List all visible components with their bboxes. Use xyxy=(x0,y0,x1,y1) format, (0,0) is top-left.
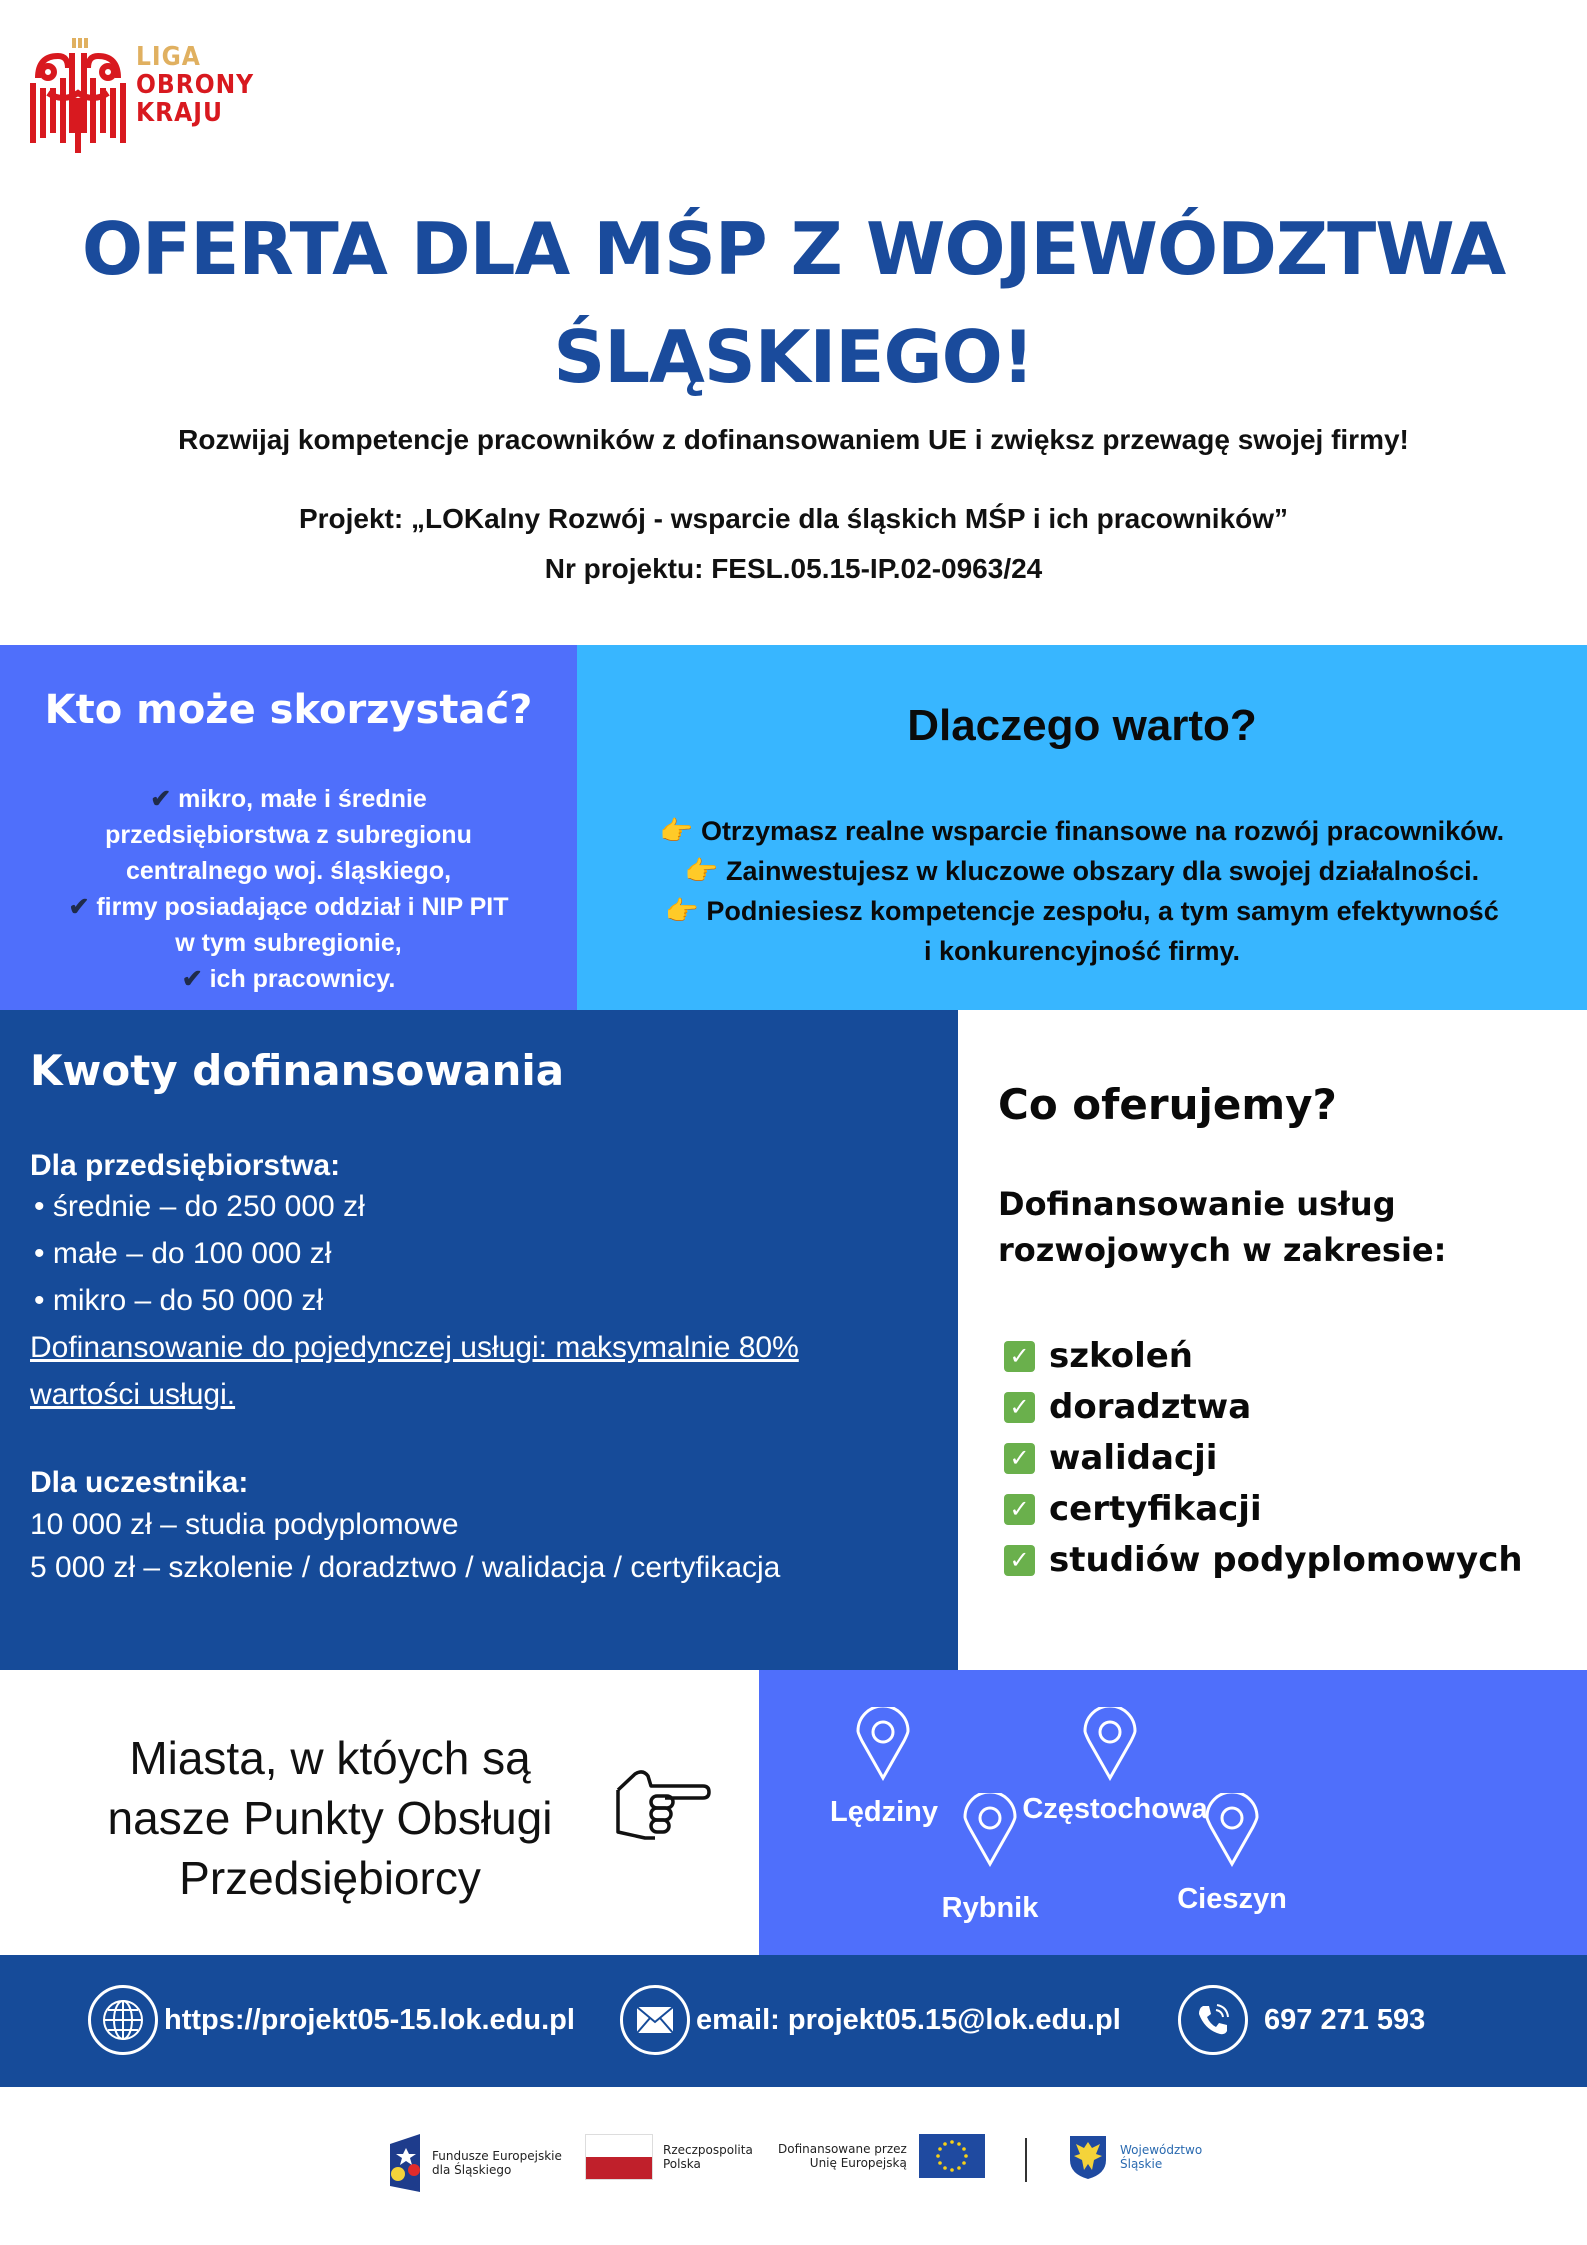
offer-title: Co oferujemy? xyxy=(998,1080,1337,1129)
who-line: w tym subregionie, xyxy=(175,929,402,957)
eagle-emblem-icon xyxy=(28,38,128,153)
fe-text: dla Śląskiego xyxy=(432,2163,512,2177)
offer-item xyxy=(1004,1331,1587,1382)
rp-text: Rzeczpospolita xyxy=(663,2143,753,2157)
why-item: Zainwestujesz w kluczowe obszary dla swojej działalności. xyxy=(725,856,1480,886)
cities-panel xyxy=(759,1670,1587,1955)
project-number: Nr projektu: FESL.05.15-IP.02-0963/24 xyxy=(544,553,1043,584)
silesia-coat-of-arms-icon xyxy=(1068,2134,1108,2180)
green-checkbox-icon: ✓ xyxy=(1004,1341,1035,1372)
globe-icon xyxy=(88,1985,158,2055)
funding-amounts-panel xyxy=(0,1010,958,1670)
ws-text: Śląskie xyxy=(1120,2157,1163,2171)
offer-panel xyxy=(958,1010,1587,1670)
amounts-title: Kwoty dofinansowania xyxy=(30,1046,565,1095)
participant-heading: Dla uczestnika: xyxy=(30,1466,249,1499)
who-title: Kto może skorzystać? xyxy=(44,687,533,733)
eu-text: Unię Europejską xyxy=(809,2156,907,2170)
funding-note: wartości usługi. xyxy=(30,1378,236,1411)
title-line-1: OFERTA DLA MŚP Z WOJEWÓDZTWA xyxy=(81,207,1506,291)
offer-item xyxy=(1004,1433,1587,1484)
who-can-apply-panel xyxy=(0,645,577,1010)
participant-amount-item: 5 000 zł – szkolenie / doradztwo / walidacja / certyfikacja xyxy=(30,1551,781,1584)
cities-title-line: nasze Punkty Obsługi xyxy=(107,1792,553,1844)
pointing-hand-icon: 👉 xyxy=(659,816,694,846)
offer-item-label: certyfikacji xyxy=(1049,1489,1262,1529)
pointing-hand-icon: 👉 xyxy=(684,856,719,886)
why-worth-panel xyxy=(577,645,1587,1010)
checkmark-icon: ✔ xyxy=(181,965,203,993)
subtitle: Rozwijaj kompetencje pracowników z dofinansowaniem UE i zwiększ przewagę swojej firmy! xyxy=(178,424,1409,455)
service-points-panel xyxy=(0,1670,759,1955)
company-amount-item: • małe – do 100 000 zł xyxy=(34,1237,332,1270)
eu-logo xyxy=(778,2134,985,2178)
offer-item-label: doradztwa xyxy=(1049,1387,1252,1427)
phone-icon xyxy=(1178,1985,1248,2055)
who-line: firmy posiadające oddział i NIP PIT xyxy=(96,893,509,921)
company-amount-item: • mikro – do 50 000 zł xyxy=(34,1284,323,1317)
lok-logo xyxy=(28,38,255,158)
cities-title xyxy=(60,1728,600,1908)
fe-slaskie-logo xyxy=(390,2134,562,2192)
logo-text-liga: LIGA xyxy=(136,42,201,72)
company-amount-item: • średnie – do 250 000 zł xyxy=(34,1190,365,1223)
checkmark-icon: ✔ xyxy=(150,785,172,813)
location-pin-icon xyxy=(856,1707,910,1781)
who-line: centralnego woj. śląskiego, xyxy=(125,857,452,885)
phone-text[interactable]: 697 271 593 xyxy=(1264,2003,1426,2036)
phone-link[interactable] xyxy=(1178,1985,1425,2055)
offer-description: rozwojowych w zakresie: xyxy=(998,1231,1447,1269)
offer-item xyxy=(1004,1382,1587,1433)
project-name: Projekt: „LOKalny Rozwój - wsparcie dla śląskich MŚP i ich pracowników” xyxy=(298,503,1289,534)
polish-flag-icon xyxy=(585,2134,653,2180)
company-heading: Dla przedsiębiorstwa: xyxy=(30,1149,341,1182)
why-item: Podniesiesz kompetencje zespołu, a tym samym efektywność xyxy=(706,896,1499,926)
partner-logos xyxy=(0,2120,1587,2200)
eu-text: Dofinansowane przez xyxy=(778,2142,907,2156)
website-link[interactable] xyxy=(88,1985,575,2055)
city-cieszyn: Cieszyn xyxy=(1177,1883,1287,1915)
cities-title-line: Przedsiębiorcy xyxy=(179,1852,481,1904)
city-czestochowa: Częstochowa xyxy=(1022,1793,1208,1825)
divider xyxy=(1025,2138,1027,2182)
fe-text: Fundusze Europejskie xyxy=(432,2149,562,2163)
fe-logo-icon xyxy=(390,2134,422,2192)
offer-item xyxy=(1004,1484,1587,1535)
why-item-continuation: i konkurencyjność firmy. xyxy=(923,936,1241,966)
page-title xyxy=(0,195,1587,411)
wojewodztwo-logo xyxy=(1068,2134,1202,2180)
participant-amount-item: 10 000 zł – studia podyplomowe xyxy=(30,1508,459,1541)
who-line: ich pracownicy. xyxy=(209,965,396,993)
offer-item-label: szkoleń xyxy=(1049,1336,1194,1376)
logo-text-kraju: KRAJU xyxy=(136,98,223,128)
contact-bar xyxy=(0,1955,1587,2087)
pointing-hand-icon xyxy=(615,1770,711,1842)
green-checkbox-icon: ✓ xyxy=(1004,1545,1035,1576)
title-line-2: ŚLĄSKIEGO! xyxy=(553,315,1034,399)
checkmark-icon: ✔ xyxy=(68,893,90,921)
rp-text: Polska xyxy=(663,2157,701,2171)
website-text[interactable]: https://projekt05-15.lok.edu.pl xyxy=(164,2003,575,2036)
green-checkbox-icon: ✓ xyxy=(1004,1443,1035,1474)
offer-description: Dofinansowanie usług xyxy=(998,1185,1396,1223)
why-item: Otrzymasz realne wsparcie finansowe na rozwój pracowników. xyxy=(700,816,1505,846)
pointing-hand-icon: 👉 xyxy=(665,896,699,926)
offer-item-label: studiów podyplomowych xyxy=(1049,1540,1523,1580)
cities-title-line: Miasta, w któych są xyxy=(129,1732,531,1784)
offer-item xyxy=(1004,1535,1587,1586)
rp-logo xyxy=(585,2134,753,2180)
funding-note: Dofinansowanie do pojedynczej usługi: maksymalnie 80% xyxy=(30,1331,799,1364)
email-link[interactable] xyxy=(620,1985,1121,2055)
green-checkbox-icon: ✓ xyxy=(1004,1494,1035,1525)
green-checkbox-icon: ✓ xyxy=(1004,1392,1035,1423)
envelope-icon xyxy=(620,1985,690,2055)
offer-list xyxy=(998,1331,1587,1586)
who-line: przedsiębiorstwa z subregionu xyxy=(105,821,472,849)
city-rybnik: Rybnik xyxy=(941,1892,1039,1924)
logo-text-obrony: OBRONY xyxy=(136,70,255,100)
offer-item-label: walidacji xyxy=(1049,1438,1218,1478)
city-ledziny: Lędziny xyxy=(830,1796,938,1828)
location-pin-icon xyxy=(1205,1793,1259,1867)
ws-text: Województwo xyxy=(1120,2143,1203,2157)
location-pin-icon xyxy=(1083,1707,1137,1781)
eu-flag-icon xyxy=(919,2134,985,2178)
who-line: mikro, małe i średnie xyxy=(178,785,427,813)
email-text[interactable]: email: projekt05.15@lok.edu.pl xyxy=(696,2003,1121,2036)
why-title: Dlaczego warto? xyxy=(907,701,1257,750)
